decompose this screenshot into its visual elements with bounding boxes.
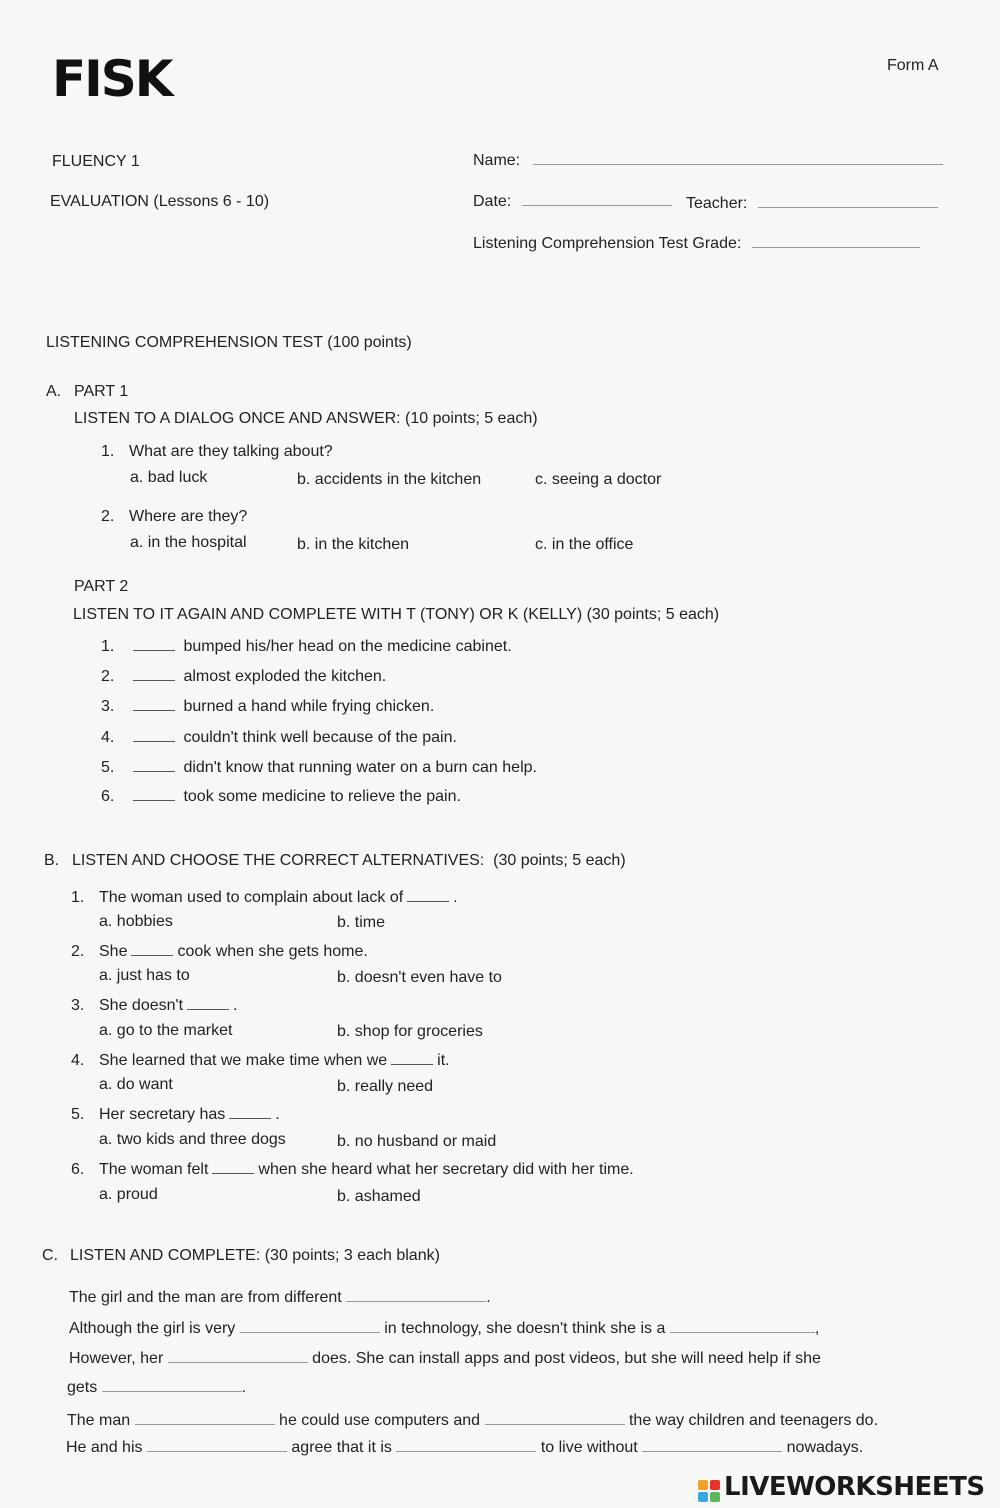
grade-field[interactable] bbox=[752, 233, 920, 248]
b-q2-option-b[interactable]: b. doesn't even have to bbox=[337, 969, 502, 986]
section-c-title: LISTEN AND COMPLETE: (30 points; 3 each blank) bbox=[70, 1247, 440, 1264]
fill-blank[interactable] bbox=[670, 1318, 815, 1333]
name-row bbox=[473, 150, 943, 170]
text: nowadays. bbox=[786, 1439, 864, 1456]
question-text-end: . bbox=[233, 997, 238, 1014]
fill-blank[interactable] bbox=[168, 1348, 308, 1363]
date-label: Date: bbox=[473, 193, 512, 210]
question-text-end: cook when she gets home. bbox=[177, 943, 368, 960]
text: The man bbox=[67, 1412, 131, 1429]
question-text-end: . bbox=[453, 889, 458, 906]
answer-blank[interactable] bbox=[133, 638, 175, 651]
item-text: almost exploded the kitchen. bbox=[183, 668, 387, 685]
b-q5 bbox=[71, 1106, 280, 1124]
question-text-end: it. bbox=[437, 1052, 450, 1069]
text: the way children and teenagers do. bbox=[628, 1412, 879, 1429]
text: However, her bbox=[69, 1350, 164, 1367]
list-item bbox=[101, 638, 512, 656]
c-line-6 bbox=[66, 1437, 863, 1457]
name-field[interactable] bbox=[533, 150, 943, 165]
text: to live without bbox=[540, 1439, 638, 1456]
brand-text: LIVEWORKSHEETS bbox=[724, 1472, 985, 1502]
answer-blank[interactable] bbox=[133, 698, 175, 711]
b-q6-option-a[interactable]: a. proud bbox=[99, 1186, 158, 1203]
a-q2-option-b[interactable]: b. in the kitchen bbox=[297, 536, 410, 553]
item-number: 3. bbox=[101, 698, 115, 715]
question-text: What are they talking about? bbox=[129, 443, 333, 460]
section-a-letter: A. bbox=[46, 383, 62, 400]
c-line-4 bbox=[67, 1377, 246, 1397]
c-line-2 bbox=[69, 1318, 819, 1338]
b-q4-option-b[interactable]: b. really need bbox=[337, 1078, 434, 1095]
list-item bbox=[101, 788, 461, 806]
list-item bbox=[101, 729, 457, 747]
item-number: 5. bbox=[101, 759, 115, 776]
question-text: Her secretary has bbox=[99, 1106, 226, 1123]
text: he could use computers and bbox=[279, 1412, 481, 1429]
fill-blank[interactable] bbox=[396, 1437, 536, 1452]
answer-blank[interactable] bbox=[187, 997, 229, 1010]
part2-title: PART 2 bbox=[74, 578, 129, 595]
question-text-end: when she heard what her secretary did with her time. bbox=[258, 1161, 634, 1178]
question-number: 1. bbox=[71, 889, 85, 906]
answer-blank[interactable] bbox=[131, 943, 173, 956]
liveworksheets-brand bbox=[698, 1472, 985, 1502]
fill-blank[interactable] bbox=[240, 1318, 380, 1333]
item-text: took some medicine to relieve the pain. bbox=[183, 788, 461, 805]
item-number: 6. bbox=[101, 788, 115, 805]
b-q5-option-a[interactable]: a. two kids and three dogs bbox=[99, 1131, 286, 1148]
b-q4-option-a[interactable]: a. do want bbox=[99, 1076, 173, 1093]
c-line-3 bbox=[69, 1348, 821, 1368]
text: , bbox=[814, 1320, 820, 1337]
text: . bbox=[241, 1379, 247, 1396]
evaluation-label: EVALUATION (Lessons 6 - 10) bbox=[50, 193, 270, 210]
question-text: Where are they? bbox=[129, 508, 248, 525]
question-text: The woman used to complain about lack of bbox=[99, 889, 404, 906]
item-number: 2. bbox=[101, 668, 115, 685]
question-number: 2. bbox=[101, 508, 115, 525]
part2-instructions: LISTEN TO IT AGAIN AND COMPLETE WITH T (TONY) OR K (KELLY) (30 points; 5 each) bbox=[73, 606, 720, 623]
item-text: burned a hand while frying chicken. bbox=[183, 698, 435, 715]
a-q1-option-c[interactable]: c. seeing a doctor bbox=[535, 471, 662, 488]
date-row bbox=[473, 191, 672, 211]
b-q2-option-a[interactable]: a. just has to bbox=[99, 967, 190, 984]
b-q3 bbox=[71, 997, 237, 1015]
fill-blank[interactable] bbox=[346, 1287, 486, 1302]
part1-instructions: LISTEN TO A DIALOG ONCE AND ANSWER: (10 points; 5 each) bbox=[74, 410, 538, 427]
a-q1-option-a[interactable]: a. bad luck bbox=[130, 469, 208, 486]
answer-blank[interactable] bbox=[133, 729, 175, 742]
fill-blank[interactable] bbox=[135, 1410, 275, 1425]
section-c-letter: C. bbox=[42, 1247, 58, 1264]
c-line-5 bbox=[67, 1410, 878, 1430]
part1-title: PART 1 bbox=[74, 383, 129, 400]
b-q6-option-b[interactable]: b. ashamed bbox=[337, 1188, 421, 1205]
grade-label: Listening Comprehension Test Grade: bbox=[473, 235, 742, 252]
answer-blank[interactable] bbox=[212, 1161, 254, 1174]
list-item bbox=[101, 668, 386, 686]
b-q4 bbox=[71, 1052, 450, 1070]
form-label: Form A bbox=[887, 57, 939, 74]
answer-blank[interactable] bbox=[133, 759, 175, 772]
question-number: 1. bbox=[101, 443, 115, 460]
item-text: didn't know that running water on a burn can help. bbox=[183, 759, 537, 776]
test-title: LISTENING COMPREHENSION TEST (100 points) bbox=[46, 334, 412, 351]
question-number: 6. bbox=[71, 1161, 85, 1178]
question-number: 3. bbox=[71, 997, 85, 1014]
fill-blank[interactable] bbox=[147, 1437, 287, 1452]
b-q1 bbox=[71, 889, 458, 907]
section-b-letter: B. bbox=[44, 852, 60, 869]
course-label: FLUENCY 1 bbox=[52, 153, 140, 170]
question-text: She bbox=[99, 943, 128, 960]
question-text: She doesn't bbox=[99, 997, 184, 1014]
text: The girl and the man are from different bbox=[69, 1289, 342, 1306]
c-line-1 bbox=[69, 1287, 491, 1307]
fill-blank[interactable] bbox=[485, 1410, 625, 1425]
question-text: The woman felt bbox=[99, 1161, 209, 1178]
text: does. She can install apps and post videos, but she will need help if she bbox=[312, 1350, 821, 1367]
a-q2 bbox=[101, 508, 247, 526]
question-number: 5. bbox=[71, 1106, 85, 1123]
liveworksheets-icon bbox=[698, 1480, 720, 1502]
text: gets bbox=[67, 1379, 98, 1396]
fill-blank[interactable] bbox=[642, 1437, 782, 1452]
fisk-logo: FISK bbox=[52, 50, 172, 108]
answer-blank[interactable] bbox=[229, 1106, 271, 1119]
text: in technology, she doesn't think she is a bbox=[384, 1320, 666, 1337]
answer-blank[interactable] bbox=[407, 889, 449, 902]
teacher-label: Teacher: bbox=[686, 195, 748, 212]
b-q6 bbox=[71, 1161, 634, 1179]
answer-blank[interactable] bbox=[391, 1052, 433, 1065]
b-q3-option-b[interactable]: b. shop for groceries bbox=[337, 1023, 483, 1040]
text: agree that it is bbox=[291, 1439, 392, 1456]
item-number: 4. bbox=[101, 729, 115, 746]
b-q3-option-a[interactable]: a. go to the market bbox=[99, 1022, 233, 1039]
question-text-end: . bbox=[275, 1106, 280, 1123]
answer-blank[interactable] bbox=[133, 788, 175, 801]
section-b-heading bbox=[44, 852, 626, 870]
section-b-title: LISTEN AND CHOOSE THE CORRECT ALTERNATIVES: bbox=[72, 852, 485, 869]
name-label: Name: bbox=[473, 152, 521, 169]
item-number: 1. bbox=[101, 638, 115, 655]
text: . bbox=[486, 1289, 491, 1306]
a-q1 bbox=[101, 443, 333, 461]
question-number: 4. bbox=[71, 1052, 85, 1069]
a-q1-option-b[interactable]: b. accidents in the kitchen bbox=[297, 471, 482, 488]
section-c-heading bbox=[42, 1247, 440, 1265]
teacher-field[interactable] bbox=[758, 193, 938, 208]
fill-blank[interactable] bbox=[102, 1377, 242, 1392]
answer-blank[interactable] bbox=[133, 668, 175, 681]
teacher-row bbox=[686, 193, 938, 213]
b-q1-option-a[interactable]: a. hobbies bbox=[99, 913, 173, 930]
question-number: 2. bbox=[71, 943, 85, 960]
b-q2 bbox=[71, 943, 368, 961]
text: He and his bbox=[66, 1439, 143, 1456]
b-q5-option-b[interactable]: b. no husband or maid bbox=[337, 1133, 497, 1150]
item-text: couldn't think well because of the pain. bbox=[183, 729, 457, 746]
a-q2-option-a[interactable]: a. in the hospital bbox=[130, 534, 247, 551]
a-q2-option-c[interactable]: c. in the office bbox=[535, 536, 634, 553]
list-item bbox=[101, 698, 434, 716]
date-field[interactable] bbox=[522, 191, 672, 206]
b-q1-option-b[interactable]: b. time bbox=[337, 914, 386, 931]
section-b-points: (30 points; 5 each) bbox=[493, 852, 626, 869]
grade-row bbox=[473, 233, 920, 253]
text: Although the girl is very bbox=[69, 1320, 236, 1337]
item-text: bumped his/her head on the medicine cabinet. bbox=[183, 638, 512, 655]
question-text: She learned that we make time when we bbox=[99, 1052, 388, 1069]
list-item bbox=[101, 759, 537, 777]
